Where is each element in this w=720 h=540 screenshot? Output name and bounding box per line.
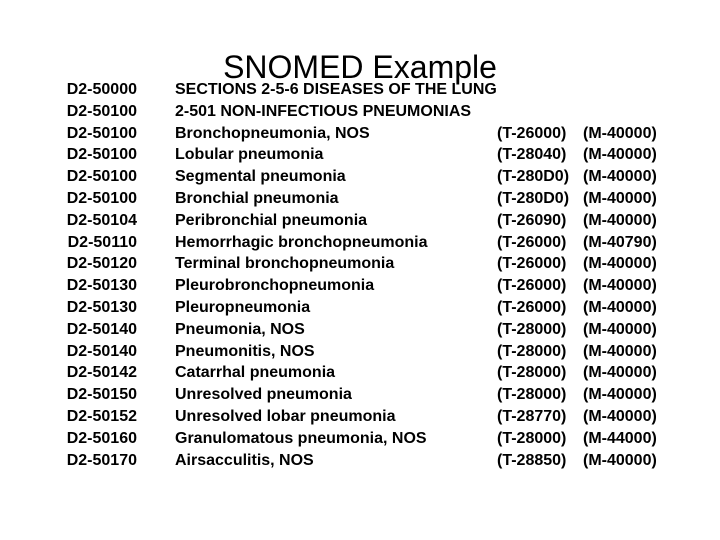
topography-code: (T-280D0) xyxy=(497,189,570,207)
disease-term: Bronchial pneumonia xyxy=(175,189,339,207)
topography-code: (T-26090) xyxy=(497,211,567,229)
disease-term: Unresolved pneumonia xyxy=(175,386,352,404)
morphology-code: (M-40000) xyxy=(583,124,657,142)
snomed-code: D2-50100 xyxy=(66,168,137,186)
snomed-code: D2-50150 xyxy=(66,386,137,404)
morphology-code: (M-40000) xyxy=(583,320,657,338)
snomed-row xyxy=(0,101,720,123)
topography-code: (T-28770) xyxy=(497,407,567,425)
morphology-code: (M-40000) xyxy=(583,211,657,229)
topography-code: (T-28000) xyxy=(497,429,567,447)
morphology-code: (M-40000) xyxy=(583,255,657,273)
topography-code: (T-26000) xyxy=(497,124,567,142)
disease-term: Catarrhal pneumonia xyxy=(175,364,336,382)
snomed-row xyxy=(0,341,720,363)
snomed-code: D2-50100 xyxy=(66,124,137,142)
snomed-row xyxy=(0,210,720,232)
snomed-row xyxy=(0,188,720,210)
disease-term: Pleurobronchopneumonia xyxy=(175,277,375,295)
snomed-row xyxy=(0,166,720,188)
snomed-code: D2-50130 xyxy=(66,298,137,316)
snomed-row xyxy=(0,123,720,145)
snomed-code: D2-50110 xyxy=(67,233,137,251)
morphology-code: (M-44000) xyxy=(583,429,657,447)
snomed-code: D2-50120 xyxy=(66,255,137,273)
disease-term: Granulomatous pneumonia, NOS xyxy=(175,429,427,447)
snomed-row xyxy=(0,362,720,384)
topography-code: (T-26000) xyxy=(497,277,567,295)
snomed-code: D2-50104 xyxy=(66,211,137,229)
snomed-code: D2-50142 xyxy=(66,364,137,382)
disease-term: Segmental pneumonia xyxy=(175,168,346,186)
snomed-code: D2-50140 xyxy=(66,320,137,338)
disease-term: Pleuropneumonia xyxy=(175,298,311,316)
topography-code: (T-28850) xyxy=(497,451,567,469)
morphology-code: (M-40000) xyxy=(583,451,657,469)
snomed-row xyxy=(0,275,720,297)
disease-term: SECTIONS 2-5-6 DISEASES OF THE LUNG xyxy=(175,81,497,98)
topography-code: (T-26000) xyxy=(497,255,567,273)
snomed-code: D2-50170 xyxy=(66,451,137,469)
topography-code: (T-280D0) xyxy=(497,168,570,186)
snomed-row xyxy=(0,406,720,428)
snomed-code: D2-50100 xyxy=(66,146,137,164)
morphology-code: (M-40000) xyxy=(583,298,657,316)
morphology-code: (M-40000) xyxy=(583,407,657,425)
disease-term: 2-501 NON-INFECTIOUS PNEUMONIAS xyxy=(175,102,472,120)
snomed-row xyxy=(0,253,720,275)
disease-term: Lobular pneumonia xyxy=(175,146,324,164)
snomed-code-list xyxy=(0,79,720,471)
morphology-code: (M-40000) xyxy=(583,189,657,207)
disease-term: Airsacculitis, NOS xyxy=(175,451,314,469)
morphology-code: (M-40790) xyxy=(583,233,657,251)
snomed-row xyxy=(0,144,720,166)
snomed-row xyxy=(0,450,720,472)
topography-code: (T-28040) xyxy=(497,146,567,164)
snomed-row xyxy=(0,384,720,406)
morphology-code: (M-40000) xyxy=(583,342,657,360)
snomed-code: D2-50160 xyxy=(66,429,137,447)
snomed-code: D2-50130 xyxy=(66,277,137,295)
disease-term: Hemorrhagic bronchopneumonia xyxy=(175,233,428,251)
topography-code: (T-28000) xyxy=(497,342,567,360)
topography-code: (T-28000) xyxy=(497,386,567,404)
disease-term: Peribronchial pneumonia xyxy=(175,211,368,229)
snomed-code: D2-50140 xyxy=(66,342,137,360)
snomed-row xyxy=(0,428,720,450)
disease-term: Terminal bronchopneumonia xyxy=(175,255,395,273)
morphology-code: (M-40000) xyxy=(583,146,657,164)
morphology-code: (M-40000) xyxy=(583,364,657,382)
snomed-row xyxy=(0,297,720,319)
snomed-code: D2-50100 xyxy=(66,189,137,207)
snomed-row xyxy=(0,319,720,341)
topography-code: (T-28000) xyxy=(497,320,567,338)
topography-code: (T-26000) xyxy=(497,298,567,316)
snomed-code: D2-50152 xyxy=(66,407,137,425)
morphology-code: (M-40000) xyxy=(583,386,657,404)
topography-code: (T-28000) xyxy=(497,364,567,382)
disease-term: Pneumonia, NOS xyxy=(175,320,305,338)
slide-title: SNOMED Example xyxy=(223,49,497,86)
topography-code: (T-26000) xyxy=(497,233,567,251)
disease-term: Pneumonitis, NOS xyxy=(175,342,315,360)
disease-term: Unresolved lobar pneumonia xyxy=(175,407,396,425)
morphology-code: (M-40000) xyxy=(583,277,657,295)
snomed-code: D2-50000 xyxy=(66,81,137,98)
snomed-row xyxy=(0,79,720,101)
snomed-row xyxy=(0,232,720,254)
snomed-code: D2-50100 xyxy=(66,102,137,120)
morphology-code: (M-40000) xyxy=(583,168,657,186)
disease-term: Bronchopneumonia, NOS xyxy=(175,124,370,142)
